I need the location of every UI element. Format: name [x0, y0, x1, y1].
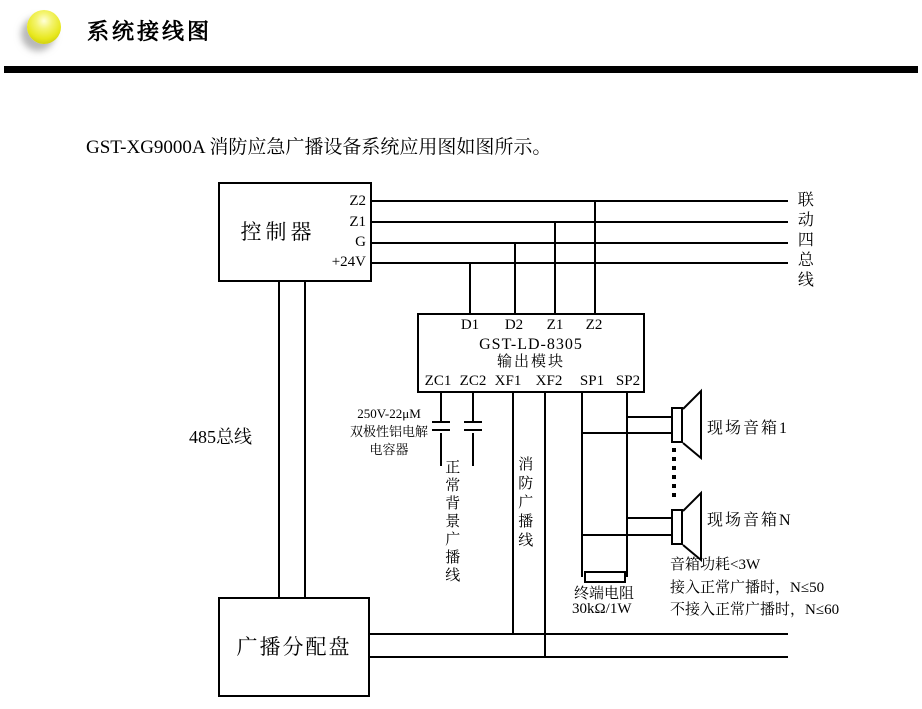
wire-z1: [554, 221, 556, 313]
intro-text: GST-XG9000A 消防应急广播设备系统应用图如图所示。: [86, 137, 552, 158]
bullet-ball-icon: [27, 10, 61, 44]
capacitor-icon: [464, 429, 482, 431]
wire-xf2: [544, 393, 546, 657]
bus-wire-24v: [372, 262, 788, 264]
module-terminal-zc1: ZC1: [424, 373, 452, 389]
module-terminal-z1: Z1: [546, 317, 564, 333]
speaker-horn-icon: [681, 491, 705, 563]
dotted-continuation: [672, 448, 676, 502]
controller-terminal-z2: Z2: [349, 193, 366, 209]
module-subtitle: 输出模块: [496, 354, 565, 370]
capacitor-label-line3: 电容器: [369, 442, 409, 457]
header-divider: [4, 66, 918, 73]
module-terminal-sp2: SP2: [615, 373, 641, 389]
linkage-bus-label: 联动四总线: [795, 191, 813, 291]
terminal-resistor-label: 终端电阻: [574, 586, 635, 602]
module-terminal-z2: Z2: [585, 317, 603, 333]
wire-speaker1-top: [627, 416, 672, 418]
speakerN-label: 现场音箱N: [707, 512, 793, 529]
capacitor-icon: [432, 429, 450, 431]
module-terminal-d1: D1: [460, 317, 480, 333]
note-without-normal: 不接入正常广播时，N≤60: [670, 602, 840, 618]
module-terminal-d2: D2: [504, 317, 524, 333]
module-terminal-sp1: SP1: [579, 373, 605, 389]
terminal-resistor-icon: [584, 571, 626, 583]
wire-sp2: [626, 393, 628, 577]
bus-wire-g: [372, 242, 788, 244]
capacitor-icon: [464, 421, 482, 423]
wire-zc1-upper: [440, 393, 442, 422]
bus-wire-z1: [372, 221, 788, 223]
controller-terminal-g: G: [355, 234, 366, 250]
module-terminal-xf2: XF2: [535, 373, 563, 389]
controller-terminal-24v: +24V: [331, 254, 366, 270]
capacitor-label: [344, 405, 434, 459]
bus-wire-z2: [372, 200, 788, 202]
wire-z2: [594, 200, 596, 313]
note-power: 音箱功耗<3W: [670, 557, 761, 573]
module-name: GST-LD-8305: [479, 336, 583, 353]
wire-speakerN-top: [627, 517, 672, 519]
wire-speakerN-bottom: [582, 534, 672, 536]
rs485-wire-b: [304, 282, 306, 597]
wire-xf1: [512, 393, 514, 634]
terminal-resistor-value: 30kΩ/1W: [572, 601, 632, 617]
wire-output-2: [370, 656, 788, 658]
capacitor-label-line1: 250V-22μM: [357, 406, 421, 421]
normal-broadcast-line-label: 正常背景广播线: [443, 459, 460, 585]
controller-label: 控制器: [240, 220, 316, 244]
fire-broadcast-line-label: 消防广播线: [516, 456, 533, 551]
module-terminal-xf1: XF1: [494, 373, 522, 389]
note-with-normal: 接入正常广播时，N≤50: [670, 580, 825, 596]
wire-output-1: [370, 633, 788, 635]
wire-zc2-lower: [472, 433, 474, 466]
module-terminal-zc2: ZC2: [459, 373, 487, 389]
distributor-label: 广播分配盘: [236, 635, 352, 659]
capacitor-label-line2: 双极性铝电解: [349, 424, 428, 439]
wire-d2: [514, 242, 516, 313]
controller-terminal-z1: Z1: [349, 214, 366, 230]
rs485-bus-label: 485总线: [189, 427, 252, 447]
capacitor-icon: [432, 421, 450, 423]
speaker-horn-icon: [681, 389, 705, 461]
wire-zc2-upper: [472, 393, 474, 422]
wire-d1: [469, 262, 471, 313]
wire-speaker1-bottom: [582, 432, 672, 434]
speaker1-label: 现场音箱1: [707, 420, 790, 437]
page-title: 系统接线图: [87, 19, 213, 44]
wire-sp1: [581, 393, 583, 577]
rs485-wire-a: [278, 282, 280, 597]
